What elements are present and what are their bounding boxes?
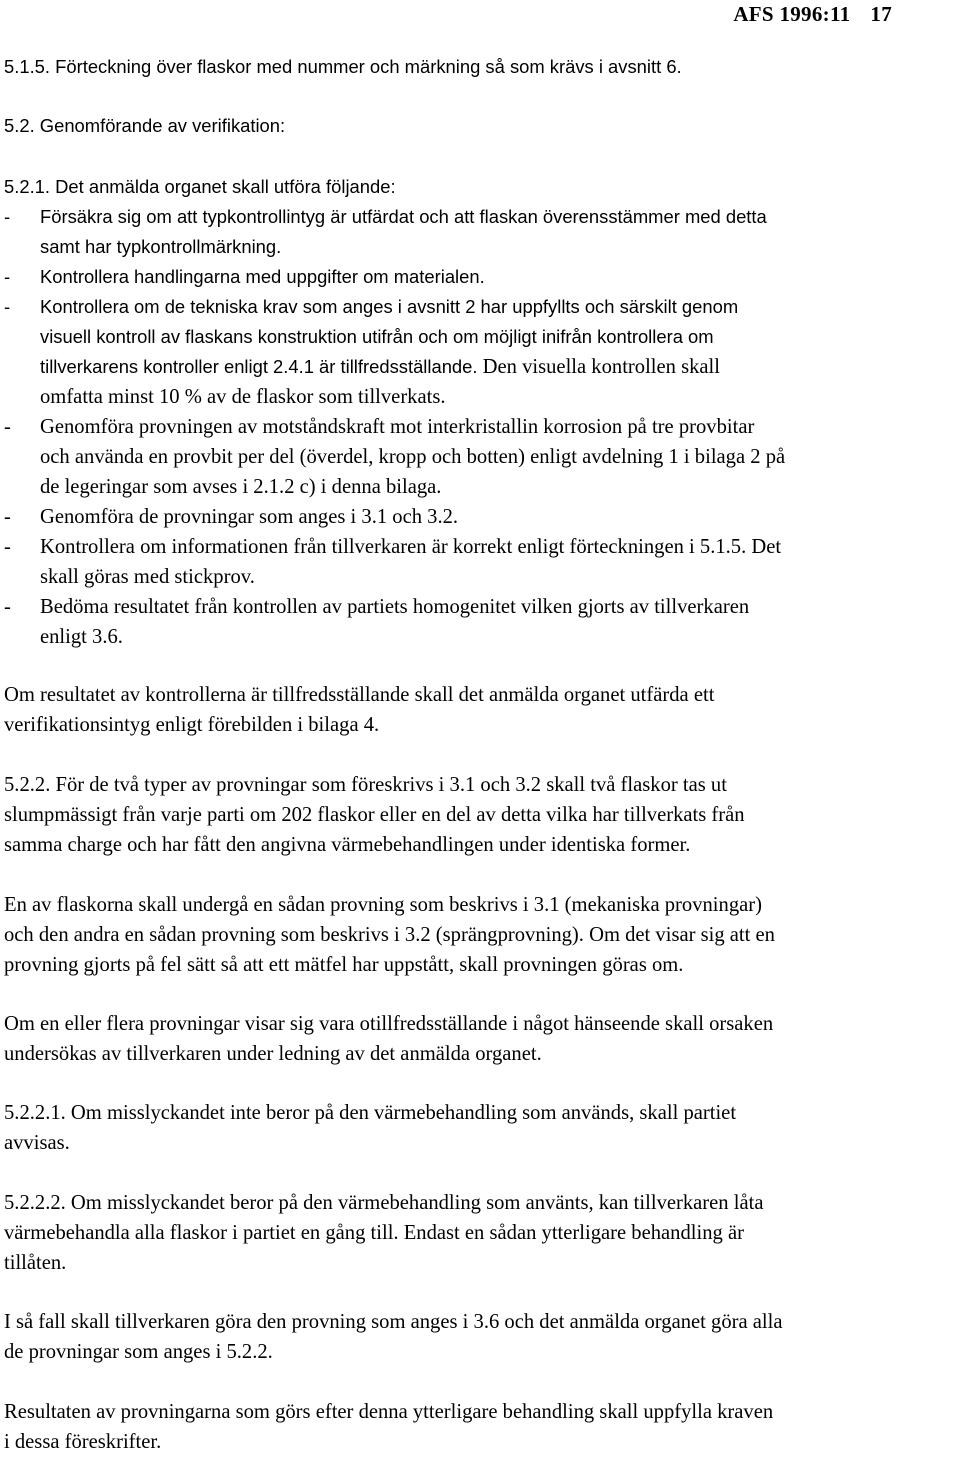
bullet-text: Kontrollera om de tekniska krav som anges i avsnitt 2 har uppfyllts och särskilt genom xyxy=(40,296,739,317)
paragraph-line: värmebehandla alla flaskor i partiet en gång till. Endast en sådan ytterligare behandling är xyxy=(4,1222,744,1244)
paragraph-line: En av flaskorna skall undergå en sådan provning som beskrivs i 3.1 (mekaniska provningar) xyxy=(4,894,762,916)
document-code: AFS 1996:11 xyxy=(733,2,851,26)
bullet-continuation: visuell kontroll av flaskans konstruktion utifrån och om möjligt inifrån kontrollera om xyxy=(40,326,714,347)
bullet-text: Kontrollera om informationen från tillverkaren är korrekt enligt förteckningen i 5.1.5. Det xyxy=(40,536,782,558)
bullet-text: Genomföra de provningar som anges i 3.1 och 3.2. xyxy=(40,506,459,528)
paragraph-line: de provningar som anges i 5.2.2. xyxy=(4,1341,273,1363)
bullet-text: Försäkra sig om att typkontrollintyg är utfärdat och att flaskan överensstämmer med detta xyxy=(40,206,767,227)
paragraph-line: tillåten. xyxy=(4,1252,67,1274)
paragraph-line: provning gjorts på fel sätt så att ett mätfel har uppstått, skall provningen göras om. xyxy=(4,954,684,976)
page-number: 17 xyxy=(870,2,892,26)
bullet-dash: - xyxy=(4,536,11,558)
bullet-continuation: enligt 3.6. xyxy=(40,626,123,648)
bullet-continuation: samt har typkontrollmärkning. xyxy=(40,236,282,257)
paragraph-line: Om en eller flera provningar visar sig vara otillfredsställande i något hänseende skall orsaken xyxy=(4,1013,774,1035)
bullet-item xyxy=(4,412,754,442)
bullet-continuation: de legeringar som avses i 2.1.2 c) i denna bilaga. xyxy=(40,476,442,498)
section-heading-5-2-1: 5.2.1. Det anmälda organet skall utföra följande: xyxy=(4,176,396,197)
bullet-continuation: omfatta minst 10 % av de flaskor som tillverkats. xyxy=(40,386,446,408)
bullet-item xyxy=(4,292,738,322)
bullet-continuation-part: tillverkarens kontroller enligt 2.4.1 är tillfredsställande. xyxy=(40,356,478,377)
bullet-dash: - xyxy=(4,266,11,287)
paragraph-line: Om resultatet av kontrollerna är tillfredsställande skall det anmälda organet utfärda ett xyxy=(4,684,715,706)
page-header xyxy=(733,2,892,27)
bullet-dash: - xyxy=(4,596,11,618)
paragraph-line: undersökas av tillverkaren under ledning av det anmälda organet. xyxy=(4,1043,542,1065)
paragraph-line: avvisas. xyxy=(4,1132,70,1154)
bullet-dash: - xyxy=(4,416,11,438)
bullet-dash: - xyxy=(4,506,11,528)
paragraph-line: och den andra en sådan provning som beskrivs i 3.2 (sprängprovning). Om det visar sig att en xyxy=(4,924,775,946)
paragraph-line: 5.2.2.2. Om misslyckandet beror på den värmebehandling som använts, kan tillverkaren låta xyxy=(4,1192,764,1214)
bullet-text: Kontrollera handlingarna med uppgifter om materialen. xyxy=(40,266,485,287)
bullet-text: Genomföra provningen av motståndskraft mot interkristallin korrosion på tre provbitar xyxy=(40,416,755,438)
bullet-item xyxy=(4,532,781,562)
list-item-5-1-5: 5.1.5. Förteckning över flaskor med nummer och märkning så som krävs i avsnitt 6. xyxy=(4,56,682,77)
bullet-text: Bedöma resultatet från kontrollen av partiets homogenitet vilken gjorts av tillverkaren xyxy=(40,596,750,618)
paragraph-line: verifikationsintyg enligt förebilden i bilaga 4. xyxy=(4,714,380,736)
paragraph-line: 5.2.2.1. Om misslyckandet inte beror på den värmebehandling som används, skall partiet xyxy=(4,1102,737,1124)
bullet-continuation: skall göras med stickprov. xyxy=(40,566,255,588)
bullet-continuation: och använda en provbit per del (överdel, kropp och botten) enligt avdelning 1 i bilaga 2 på xyxy=(40,446,786,468)
paragraph-line: i dessa föreskrifter. xyxy=(4,1431,162,1453)
paragraph-line: Resultaten av provningarna som görs efter denna ytterligare behandling skall uppfylla kraven xyxy=(4,1401,774,1423)
paragraph-line: I så fall skall tillverkaren göra den provning som anges i 3.6 och det anmälda organet göra alla xyxy=(4,1311,783,1333)
paragraph-line: samma charge och har fått den angivna värmebehandlingen under identiska former. xyxy=(4,834,691,856)
bullet-continuation xyxy=(40,352,720,383)
bullet-continuation-part: Den visuella kontrollen skall xyxy=(477,356,720,378)
bullet-item xyxy=(4,262,485,292)
bullet-item xyxy=(4,202,767,232)
paragraph-line: slumpmässigt från varje parti om 202 flaskor eller en del av detta vilka har tillverkats från xyxy=(4,804,745,826)
paragraph-line: 5.2.2. För de två typer av provningar som föreskrivs i 3.1 och 3.2 skall två flaskor tas ut xyxy=(4,774,727,796)
bullet-dash: - xyxy=(4,206,11,227)
bullet-item xyxy=(4,592,749,622)
bullet-dash: - xyxy=(4,296,11,317)
section-heading-5-2: 5.2. Genomförande av verifikation: xyxy=(4,115,286,136)
bullet-item xyxy=(4,502,458,532)
